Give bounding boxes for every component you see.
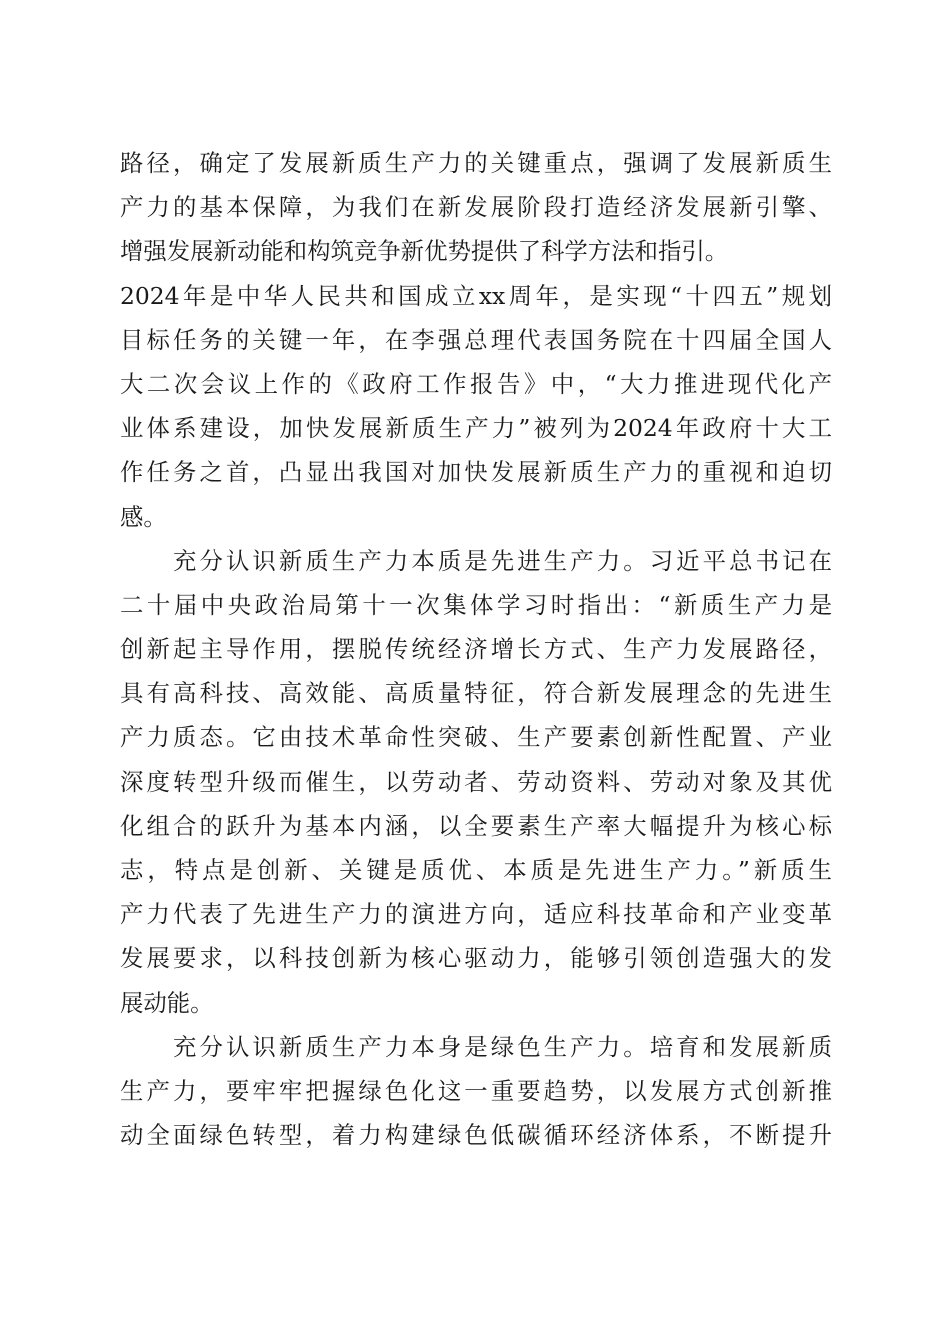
document-body — [120, 141, 832, 1157]
text-line: 产力质态。它由技术革命性突破、生产要素创新性配置、产业 — [120, 723, 832, 752]
text-line: 大二次会议上作的《政府工作报告》中，“大力推进现代化产 — [120, 369, 832, 398]
text-line: 路径，确定了发展新质生产力的关键重点，强调了发展新质生 — [120, 149, 832, 177]
text-line: 志，特点是创新、关键是质优、本质是先进生产力。”新质生 — [120, 856, 832, 884]
text-line: 生产力，要牢牢把握绿色化这一重要趋势，以发展方式创新推 — [120, 1076, 832, 1105]
text-line: 产力的基本保障，为我们在新发展阶段打造经济发展新引擎、 — [120, 193, 832, 222]
text-line: 发展要求，以科技创新为核心驱动力，能够引领创造强大的发 — [120, 944, 832, 973]
text-line: 动全面绿色转型，着力构建绿色低碳循环经济体系，不断提升 — [120, 1121, 832, 1150]
text-line: 感。 — [120, 502, 167, 531]
text-line: 具有高科技、高效能、高质量特征，符合新发展理念的先进生 — [120, 679, 832, 708]
text-line: 目标任务的关键一年，在李强总理代表国务院在十四届全国人 — [120, 325, 832, 354]
paragraph-2024-work-report — [120, 274, 832, 539]
paragraph-intro-continuation — [120, 141, 832, 274]
text-line: 创新起主导作用，摆脱传统经济增长方式、生产力发展路径， — [120, 635, 832, 664]
text-line: 业体系建设，加快发展新质生产力”被列为2024年政府十大工 — [120, 414, 832, 443]
text-line: 增强发展新动能和构筑竞争新优势提供了科学方法和指引。 — [120, 237, 729, 266]
text-line: 充分认识新质生产力本质是先进生产力。习近平总书记在 — [120, 546, 832, 575]
text-line: 二十届中央政治局第十一次集体学习时指出：“新质生产力是 — [120, 590, 832, 619]
text-line: 2024年是中华人民共和国成立xx周年，是实现“十四五”规划 — [120, 281, 832, 310]
text-line: 充分认识新质生产力本身是绿色生产力。培育和发展新质 — [120, 1032, 832, 1061]
paragraph-advanced-productivity — [120, 539, 832, 1025]
text-line: 展动能。 — [120, 988, 214, 1017]
text-line: 深度转型升级而催生，以劳动者、劳动资料、劳动对象及其优 — [120, 767, 832, 796]
text-line: 产力代表了先进生产力的演进方向，适应科技革命和产业变革 — [120, 900, 832, 929]
paragraph-green-productivity — [120, 1025, 832, 1158]
text-line: 化组合的跃升为基本内涵，以全要素生产率大幅提升为核心标 — [120, 811, 832, 840]
text-line: 作任务之首，凸显出我国对加快发展新质生产力的重视和迫切 — [120, 458, 832, 487]
